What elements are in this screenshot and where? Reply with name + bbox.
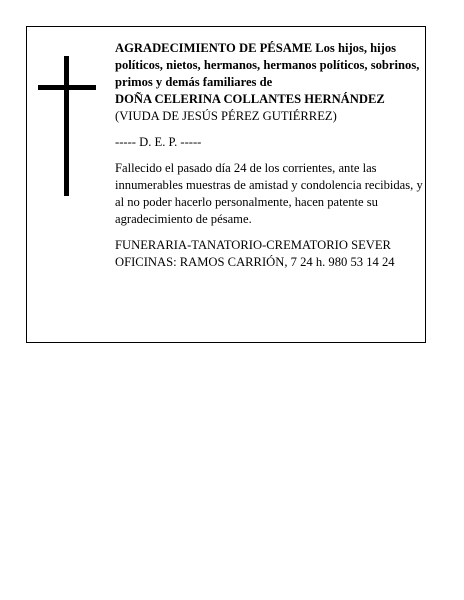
funeral-home: FUNERARIA-TANATORIO-CREMATORIO SEVER — [115, 238, 391, 252]
obituary-notice — [26, 26, 426, 343]
offices-line: OFICINAS: RAMOS CARRIÓN, 7 24 h. 980 53 14 24 — [115, 255, 395, 269]
notice-heading: AGRADECIMIENTO DE PÉSAME Los hijos, hijos políticos, nietos, hermanos, hermanos políticos, sobrinos, primos y demás familiares de — [115, 41, 420, 89]
notice-text — [115, 40, 425, 271]
deceased-name: DOÑA CELERINA COLLANTES HERNÁNDEZ — [115, 92, 385, 106]
rip-line: ----- D. E. P. ----- — [115, 135, 202, 149]
cross-vertical-bar — [64, 56, 69, 196]
notice-body: Fallecido el pasado día 24 de los corrientes, ante las innumerables muestras de amistad y condolencia recibidas, y al no poder hacerlo personalmente, hacen patente su agradecimiento de pésame. — [115, 161, 423, 226]
widow-of: (VIUDA DE JESÚS PÉREZ GUTIÉRREZ) — [115, 109, 337, 123]
cross-horizontal-bar — [38, 85, 96, 90]
